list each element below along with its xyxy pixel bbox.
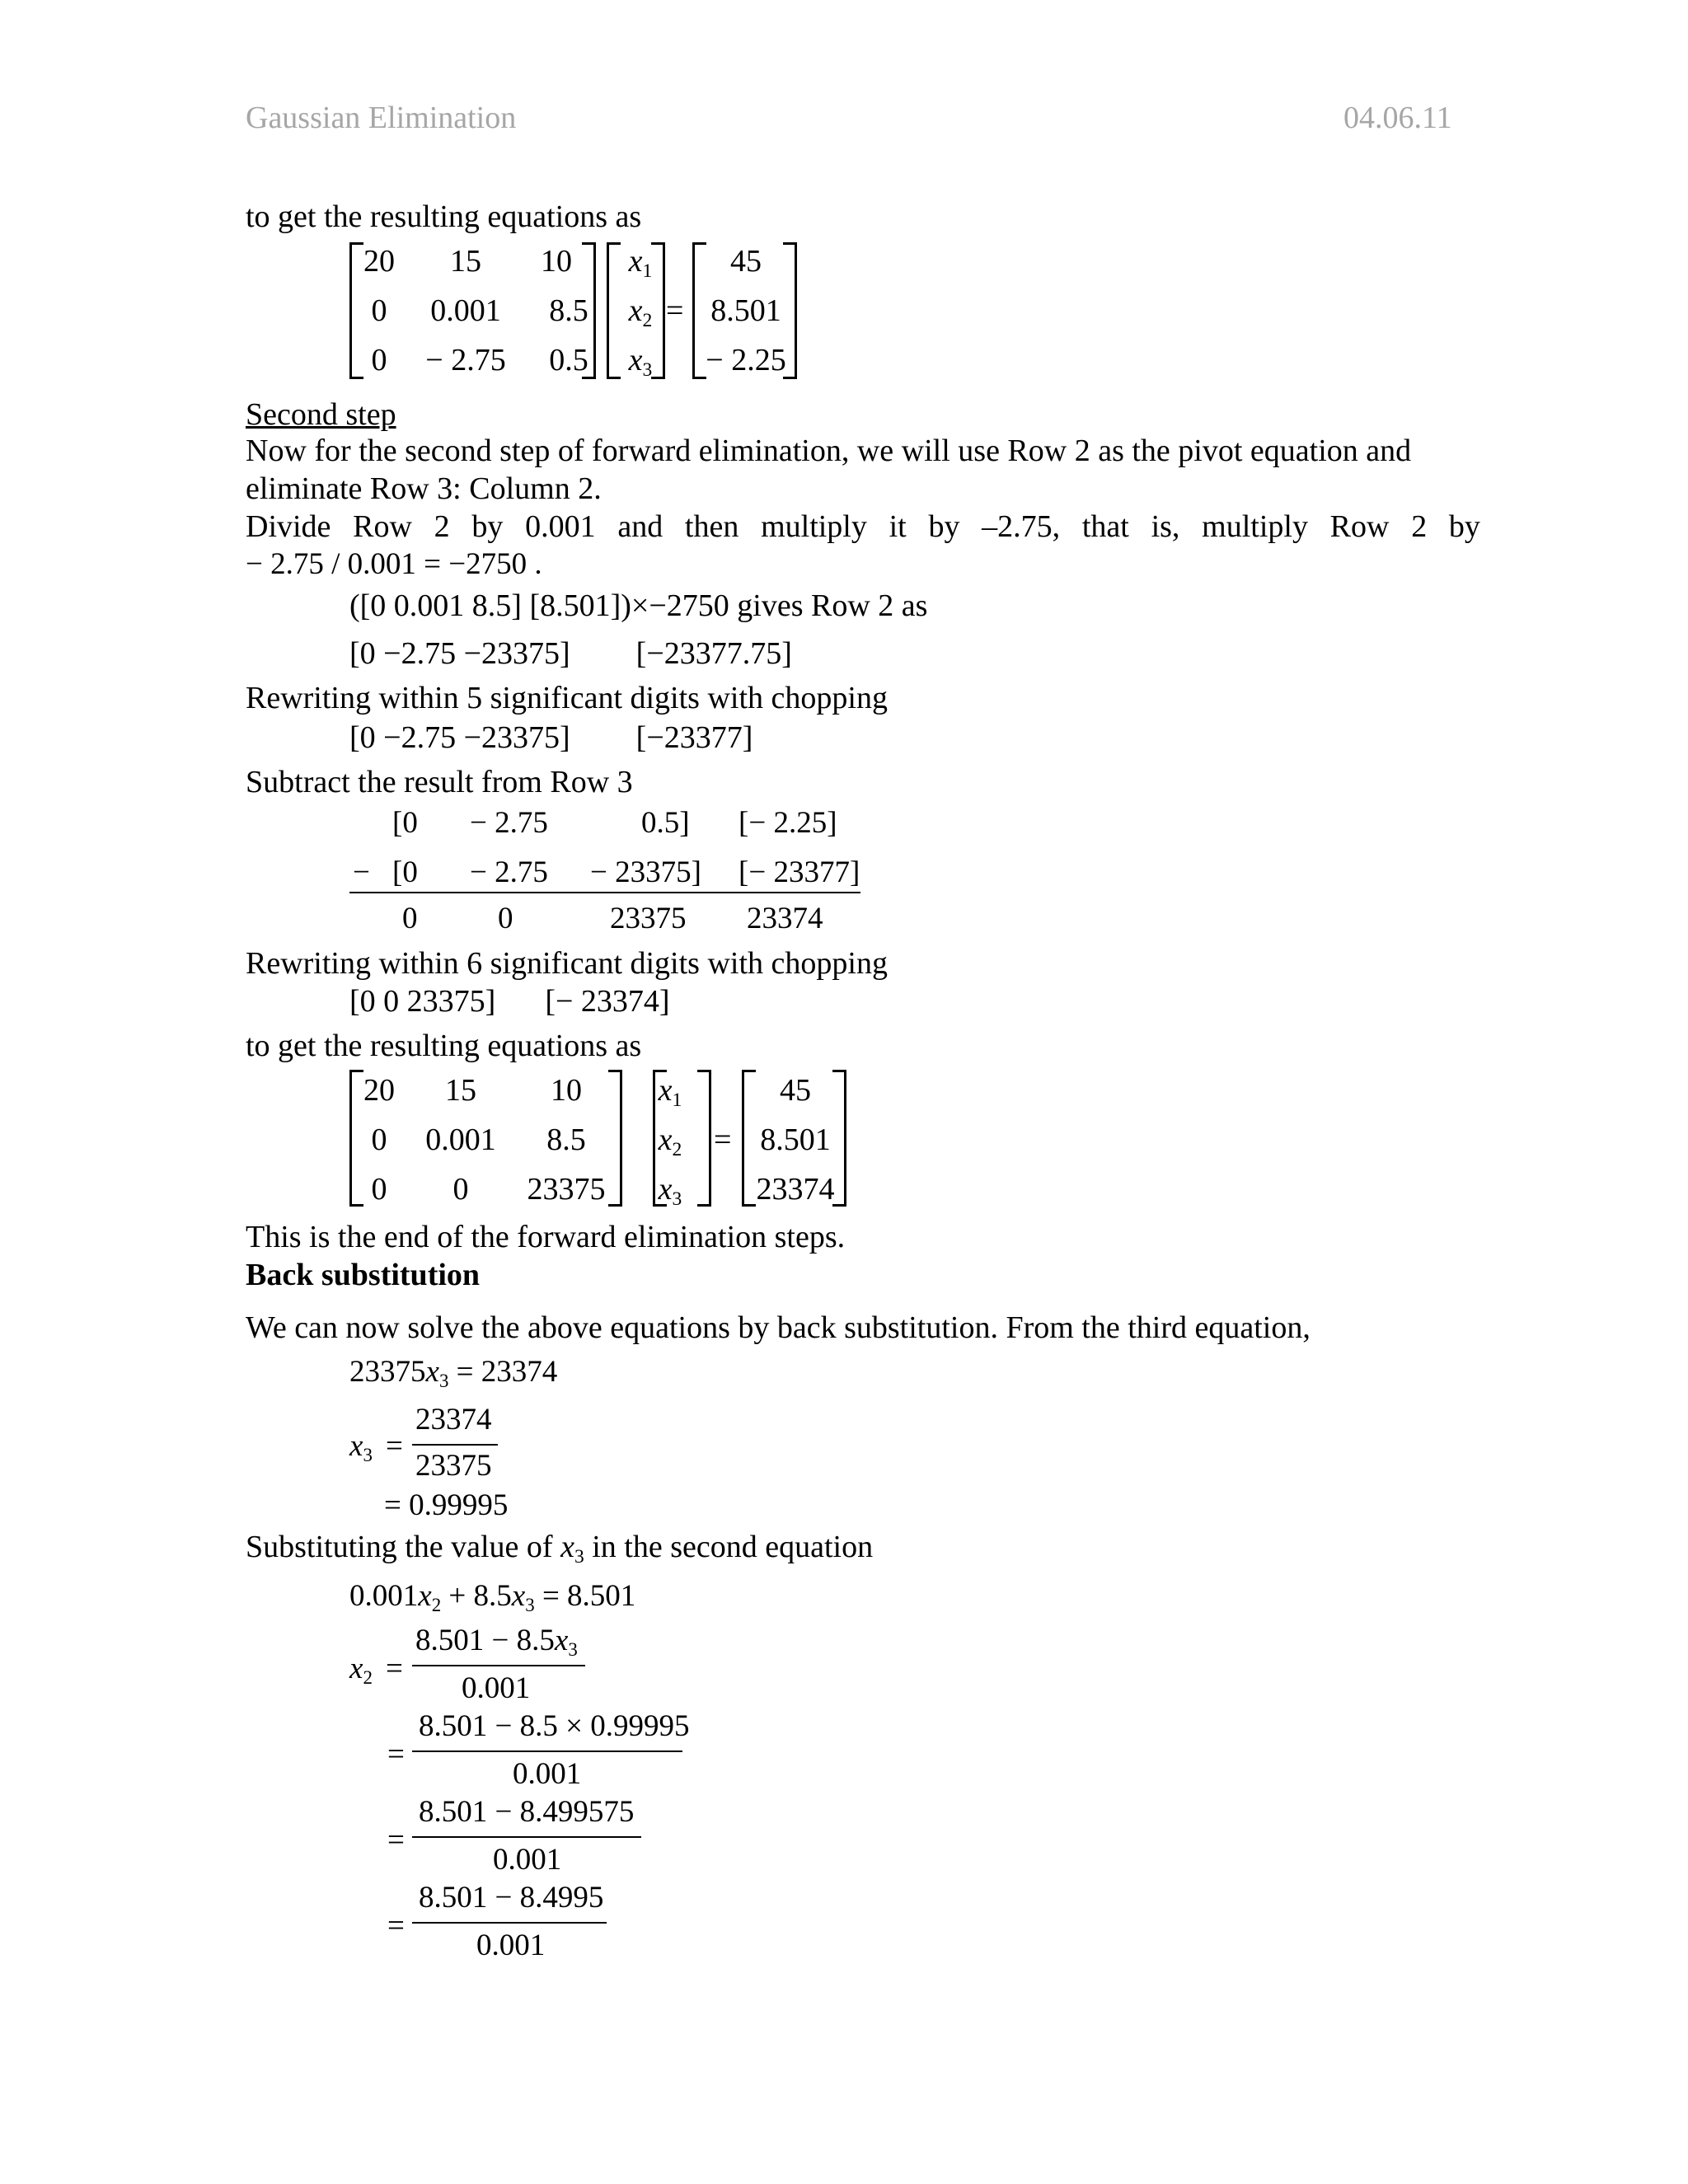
row2-result: [0 −2.75 −23375] [−23377.75] [349, 636, 792, 671]
paragraph-line: eliminate Row 3: Column 2. [246, 471, 602, 506]
vector-x-cell: $x_3$ [628, 343, 653, 382]
matrix-cell: 0.001 [425, 1122, 496, 1157]
rewrite-5-text: Rewriting within 5 significant digits with chopping [246, 681, 888, 715]
sub-cell: 23375 [610, 902, 687, 935]
equals-sign: = [387, 1909, 405, 1943]
x3-label: $x_3$ [349, 1429, 373, 1465]
intro-text: to get the resulting equations as [246, 199, 642, 234]
matrix-cell: 10 [541, 244, 572, 279]
vector-b-cell: 8.501 [760, 1122, 831, 1157]
matrix-cell: 20 [363, 1073, 395, 1108]
second-step-heading: Second step [246, 397, 396, 432]
minus-sign: − [353, 855, 370, 889]
fraction-denominator: 0.001 [513, 1757, 582, 1791]
matrix-cell: 0 [371, 293, 387, 328]
vector-x-cell: $x_3$ [658, 1172, 682, 1211]
matrix-cell: 20 [363, 244, 395, 279]
matrix-cell: 8.5 [546, 1122, 586, 1157]
substitution-text: Substituting the value of $x_3$ in the second equation [246, 1530, 874, 1568]
sub-cell: 0 [498, 902, 513, 935]
fraction-denominator: 0.001 [462, 1671, 531, 1705]
fraction-denominator: 0.001 [476, 1929, 546, 1962]
header-title: Gaussian Elimination [246, 101, 517, 135]
matrix-cell: 0 [371, 343, 387, 377]
fraction-bar [412, 1836, 641, 1838]
fraction-bar [412, 1750, 682, 1752]
header-section-number: 04.06.11 [1343, 101, 1452, 135]
equation-3: $23375x_3 = 23374$ [349, 1355, 558, 1391]
equals-sign: = [387, 1823, 405, 1857]
justified-paragraph-line: Divide Row 2 by 0.001 and then multiply it by –2.75, that is, multiply Row 2 by [246, 509, 1480, 544]
rewrite-6-text: Rewriting within 6 significant digits with chopping [246, 946, 888, 981]
equals-sign: = [387, 1737, 405, 1771]
fraction-bar [412, 1922, 607, 1924]
vector-x-cell: $x_2$ [658, 1122, 682, 1161]
paragraph-line: Now for the second step of forward elimination, we will use Row 2 as the pivot equation and [246, 434, 1412, 468]
ratio-expression: − 2.75 / 0.001 = −2750 . [246, 547, 542, 581]
matrix-cell: 15 [445, 1073, 476, 1108]
result-text: to get the resulting equations as [246, 1029, 642, 1063]
equals-sign: = [386, 1429, 403, 1463]
sub-cell: − 2.75 [470, 855, 548, 889]
matrix-cell: 0 [452, 1172, 469, 1207]
matrix-cell: 0 [371, 1172, 387, 1207]
matrix-cell: 23375 [527, 1172, 606, 1207]
end-text: This is the end of the forward elimination steps. [246, 1220, 846, 1254]
matrix-cell: 10 [551, 1073, 582, 1108]
sub-cell: 0 [402, 902, 418, 935]
fraction-bar [412, 1665, 585, 1666]
sub-cell: [− 23377] [738, 855, 860, 889]
subtraction-rule [349, 892, 860, 893]
fraction-numerator: 8.501 − 8.4995 [419, 1881, 604, 1915]
right-bracket [651, 242, 665, 379]
matrix-cell: 15 [450, 244, 481, 279]
right-bracket [783, 242, 797, 379]
right-bracket [697, 1070, 711, 1207]
sub-cell: 23374 [747, 902, 823, 935]
vector-x-cell: $x_2$ [628, 293, 653, 332]
equals-sign: = [386, 1652, 403, 1685]
sub-cell: [− 2.25] [738, 806, 837, 840]
vector-b-cell: 8.501 [710, 293, 781, 328]
equals-sign: = [666, 293, 684, 328]
right-bracket [832, 1070, 846, 1207]
fraction-numerator: 8.501 − 8.499575 [419, 1795, 635, 1829]
subtract-text: Subtract the result from Row 3 [246, 765, 633, 799]
equals-sign: = [714, 1122, 732, 1157]
x3-value: = 0.99995 [384, 1488, 509, 1522]
fraction-bar [412, 1444, 498, 1446]
vector-b-cell: − 2.25 [706, 343, 786, 377]
x2-label: $x_2$ [349, 1652, 373, 1688]
vector-x-cell: $x_1$ [658, 1073, 682, 1112]
fraction-numerator: $8.501 - 8.5x_3$ [415, 1624, 578, 1660]
row2-chopped: [0 −2.75 −23375] [−23377] [349, 720, 753, 755]
back-substitution-intro: We can now solve the above equations by back substitution. From the third equation, [246, 1310, 1311, 1345]
sub-cell: [0 [392, 855, 418, 889]
matrix-cell: − 2.75 [425, 343, 506, 377]
vector-b-cell: 23374 [756, 1172, 835, 1207]
row3-chopped: [0 0 23375] [− 23374] [349, 984, 670, 1019]
matrix-cell: 8.5 [549, 293, 588, 328]
matrix-cell: 0.5 [549, 343, 588, 377]
back-substitution-heading: Back substitution [246, 1258, 481, 1292]
fraction-numerator: 23374 [415, 1403, 492, 1436]
vector-x-cell: $x_1$ [628, 244, 653, 283]
multiply-expression: ([0 0.001 8.5] [8.501])×−2750 gives Row 2 as [349, 588, 928, 623]
sub-cell: 0.5] [641, 806, 690, 840]
fraction-numerator: 8.501 − 8.5 × 0.99995 [419, 1709, 690, 1743]
vector-b-cell: 45 [780, 1073, 811, 1108]
sub-cell: − 23375] [590, 855, 701, 889]
equation-2: $0.001x_2 + 8.5x_3 = 8.501$ [349, 1579, 636, 1615]
sub-cell: [0 [392, 806, 418, 840]
fraction-denominator: 23375 [415, 1449, 492, 1483]
fraction-denominator: 0.001 [493, 1843, 562, 1877]
matrix-cell: 0.001 [430, 293, 501, 328]
vector-b-cell: 45 [730, 244, 762, 279]
sub-cell: − 2.75 [470, 806, 548, 840]
matrix-cell: 0 [371, 1122, 387, 1157]
